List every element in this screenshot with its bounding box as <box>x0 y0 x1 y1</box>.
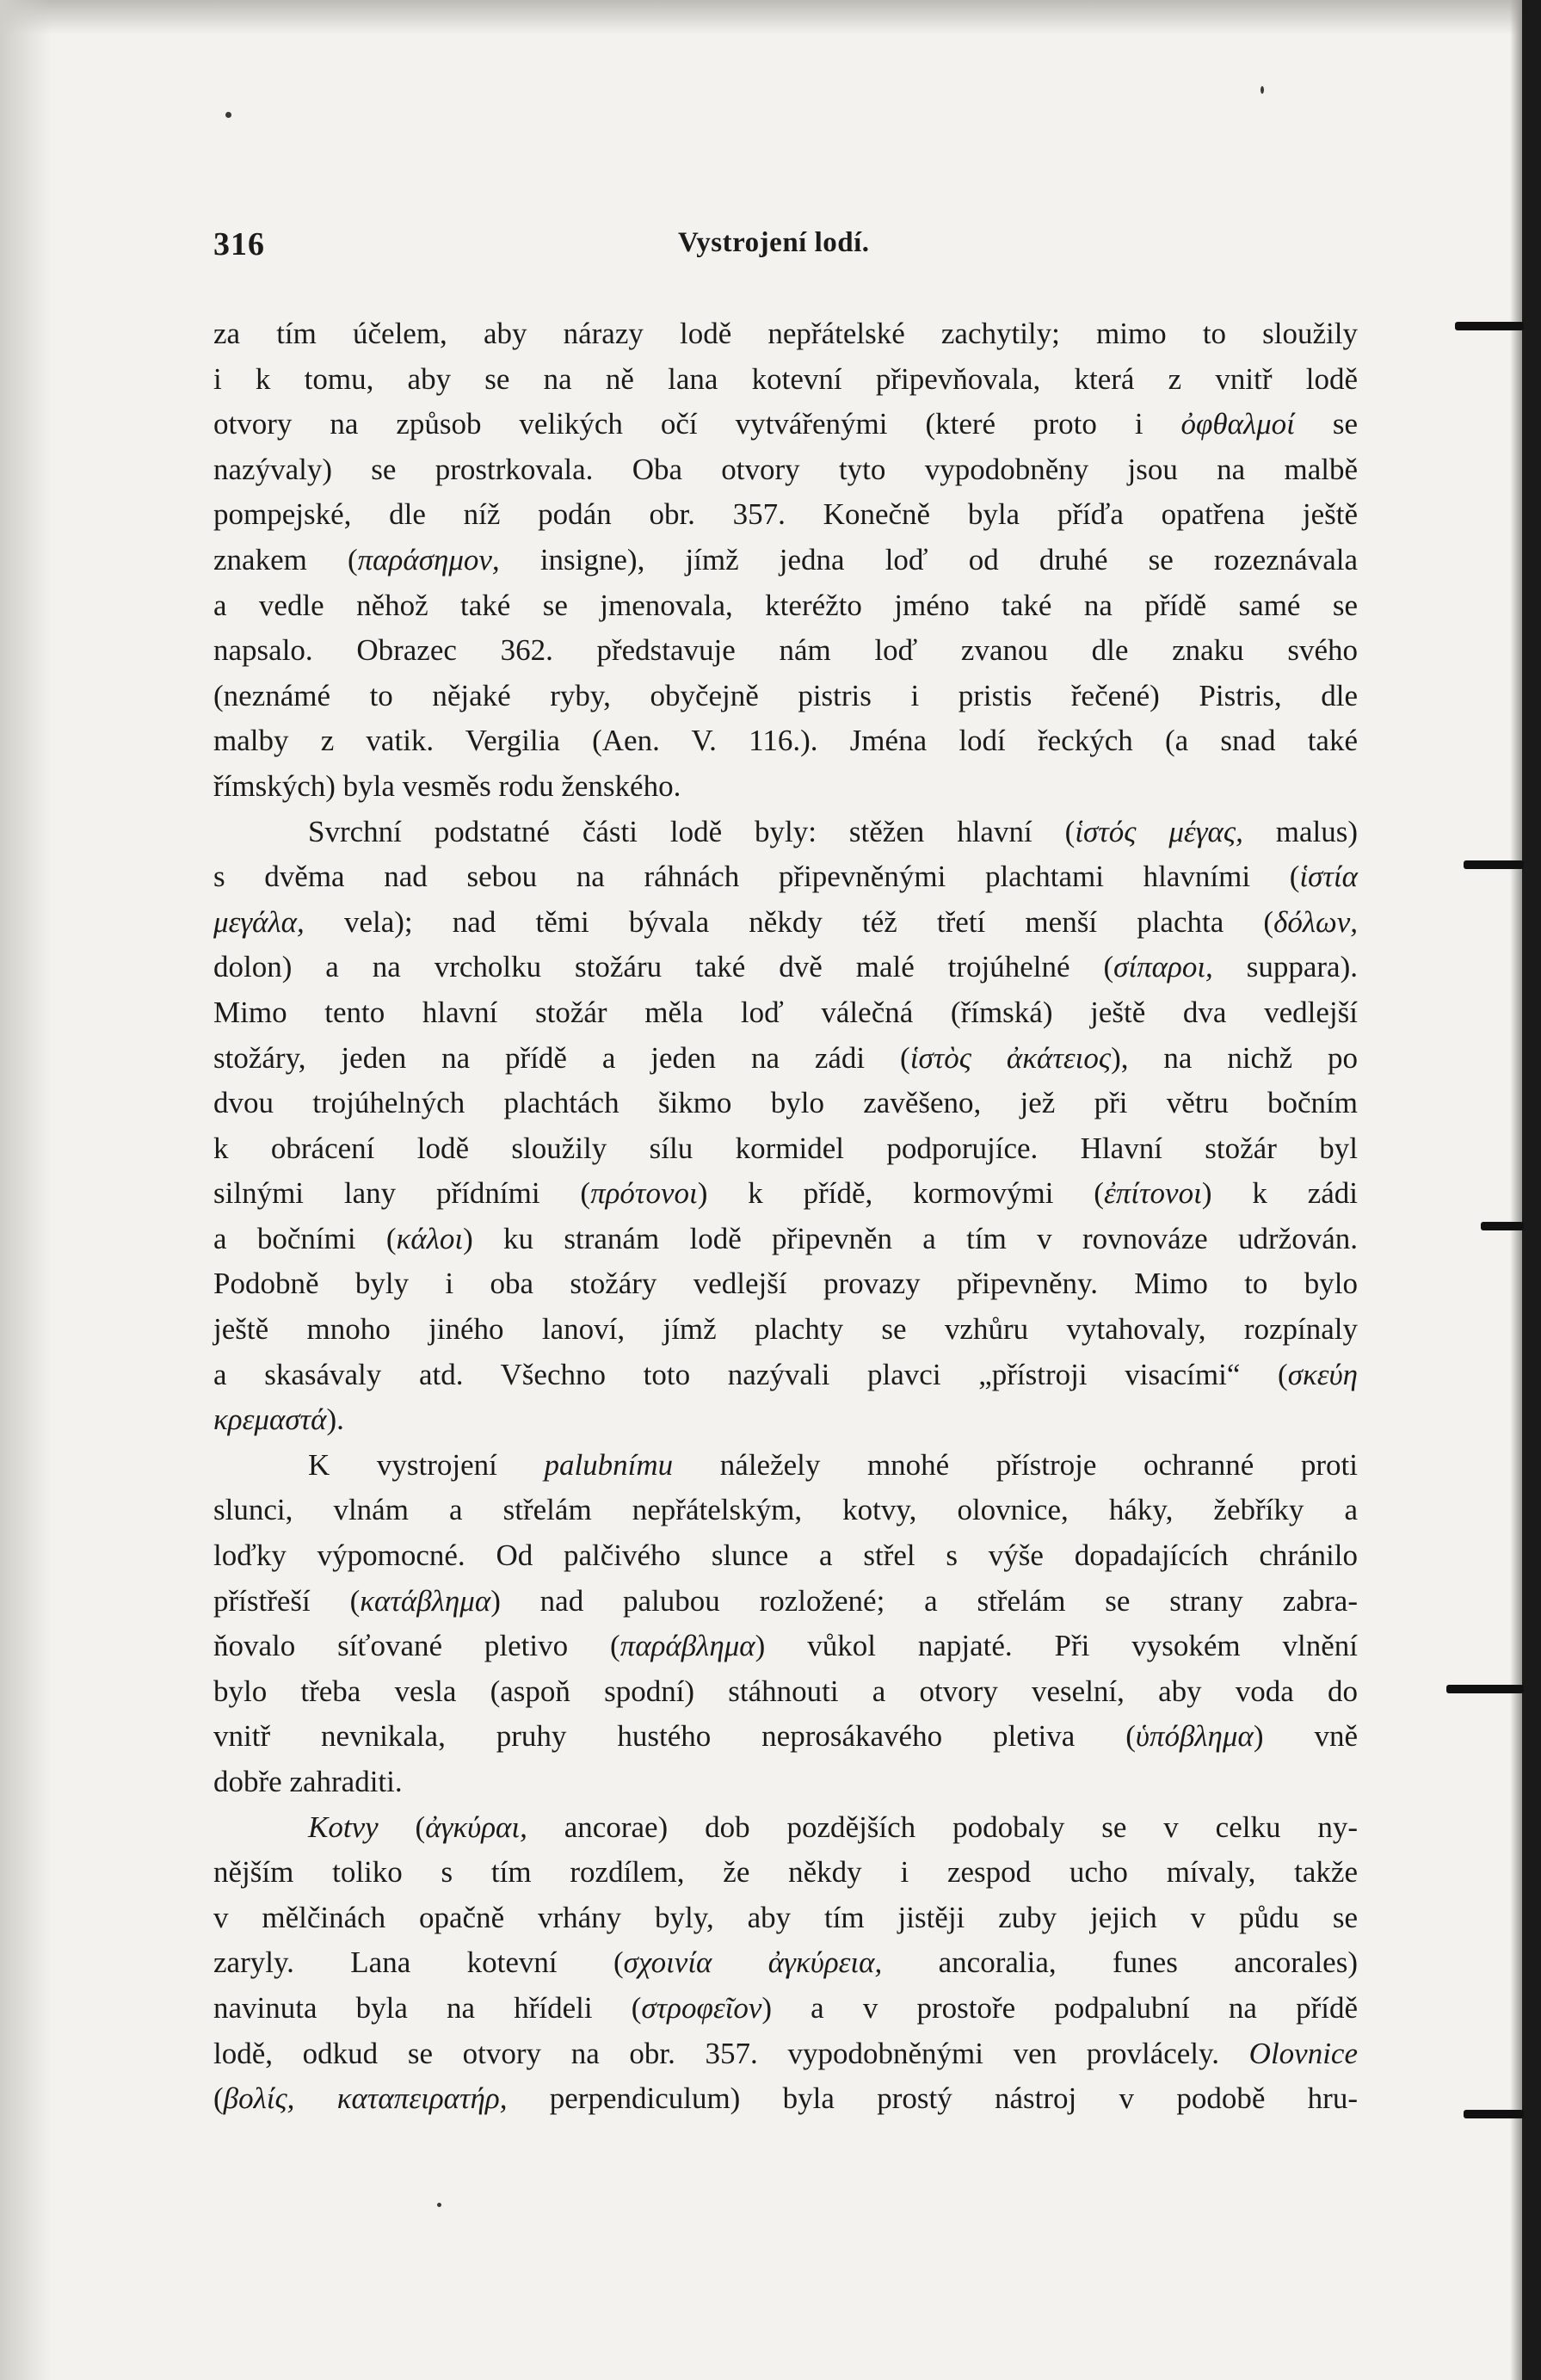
text-run: dolon) a na vrcholku stožáru také dvě malé trojúhelné ( <box>213 950 1114 984</box>
text-run: římských) byla vesměs rodu ženského. <box>213 768 681 803</box>
text-line <box>213 492 1358 538</box>
binding-thread <box>1464 860 1524 869</box>
text-line <box>213 1126 1358 1172</box>
text-line <box>213 1261 1358 1307</box>
italic-term: κατάβλημα <box>360 1583 491 1618</box>
text-line <box>213 357 1358 403</box>
text-line <box>213 1714 1358 1760</box>
text-run: silnými lany přídními ( <box>213 1176 591 1211</box>
text-run: a vedle něhož také se jmenovala, kteréžto jméno také na přídě samé se <box>213 588 1358 622</box>
text-run: ancoralia, funes ancorales) <box>882 1945 1358 1980</box>
text-line <box>213 1307 1358 1353</box>
text-line <box>213 1986 1358 2032</box>
text-run: s dvěma nad sebou na ráhnách připevněnými plachtami hlavními ( <box>213 860 1300 894</box>
italic-term: πρότονοι <box>590 1176 698 1211</box>
text-run: ancorae) dob pozdějších podobaly se v celku ny- <box>527 1810 1358 1844</box>
italic-term: στροφεῖον <box>641 1990 762 2025</box>
text-run: ( <box>378 1810 426 1844</box>
binding-thread <box>1464 2110 1524 2118</box>
text-run: ) nad palubou rozložené; a střelám se strany zabra- <box>490 1583 1358 1618</box>
text-run: náležely mnohé přístroje ochranné proti <box>673 1447 1358 1482</box>
text-run: slunci, vlnám a střelám nepřátelským, kotvy, olovnice, háky, žebříky a <box>213 1493 1358 1527</box>
text-run: ještě mnoho jiného lanoví, jímž plachty se vzhůru vytahovaly, rozpínaly <box>213 1312 1358 1347</box>
text-run: Mimo tento hlavní stožár měla loď válečná (římská) ještě dva vedlejší <box>213 995 1358 1029</box>
text-run: i k tomu, aby se na ně lana kotevní připevňovala, která z vnitř lodě <box>213 361 1358 396</box>
text-line <box>213 1036 1358 1082</box>
text-run: znakem ( <box>213 542 358 577</box>
text-line <box>213 2076 1358 2122</box>
text-run: otvory na způsob velikých očí vytvářenými (které proto i <box>213 407 1181 441</box>
binding-thread <box>1455 322 1524 330</box>
italic-term: δόλων, <box>1273 904 1358 939</box>
text-run: přístřeší ( <box>213 1583 361 1618</box>
text-run: ( <box>213 2081 224 2116</box>
text-run: navinuta byla na hřídeli ( <box>213 1990 642 2025</box>
italic-term: σίπαροι, <box>1113 950 1213 984</box>
italic-term: palubnímu <box>544 1447 674 1482</box>
text-line <box>213 1443 1358 1489</box>
italic-term: σχοινία ἀγκύρεια, <box>623 1945 883 1980</box>
italic-term: ὀφθαλμοί <box>1180 407 1295 441</box>
italic-term: κρεμαστά <box>213 1403 327 1437</box>
text-run: ) k zádi <box>1201 1176 1358 1211</box>
page-number: 316 <box>213 226 265 262</box>
italic-term: μεγάλα, <box>213 904 305 939</box>
text-run: malby z vatik. Vergilia (Aen. V. 116.). Jména lodí řeckých (a snad také <box>213 724 1358 758</box>
text-line <box>213 311 1358 357</box>
text-line <box>213 1850 1358 1896</box>
text-run: insigne), jímž jedna loď od druhé se rozeznávala <box>499 542 1359 577</box>
text-run: se <box>1294 407 1359 441</box>
text-line <box>213 447 1358 493</box>
scan-speck <box>1261 86 1264 94</box>
text-line <box>213 628 1358 674</box>
text-line <box>213 538 1358 583</box>
italic-term: ἱστός μέγας, <box>1075 814 1243 848</box>
text-line <box>213 1081 1358 1126</box>
italic-term: Kotvy <box>308 1810 379 1844</box>
text-run: nazývaly) se prostrkovala. Oba otvory tyto vypodobněny jsou na malbě <box>213 452 1358 486</box>
text-run: vnitř nevnikala, pruhy hustého neprosákavého pletiva ( <box>213 1719 1136 1754</box>
text-line <box>213 854 1358 900</box>
text-run: Svrchní podstatné části lodě byly: stěžen hlavní ( <box>308 814 1076 848</box>
text-run: pompejské, dle níž podán obr. 357. Konečně byla příďa opatřena ještě <box>213 497 1358 532</box>
text-line <box>213 1353 1358 1398</box>
running-title: Vystrojení lodí. <box>678 227 870 258</box>
text-run: ) a v prostoře podpalubní na přídě <box>761 1990 1358 2025</box>
text-run: stožáry, jeden na přídě a jeden na zádi ( <box>213 1040 910 1075</box>
italic-term: Olovnice <box>1248 2036 1358 2070</box>
text-run: dvou trojúhelných plachtách šikmo bylo zavěšeno, jež při větru bočním <box>213 1086 1358 1120</box>
text-run: loďky výpomocné. Od palčivého slunce a střel s výše dopadajících chránilo <box>213 1538 1358 1573</box>
text-run: Podobně byly i oba stožáry vedlejší provazy připevněny. Mimo to bylo <box>213 1267 1358 1301</box>
text-line <box>213 1896 1358 1941</box>
text-run: ), na nichž po <box>1111 1040 1359 1075</box>
text-line <box>213 2032 1358 2077</box>
text-line <box>213 764 1358 810</box>
text-line <box>213 718 1358 764</box>
text-run: k obrácení lodě sloužily sílu kormidel podporujíce. Hlavní stožár byl <box>213 1131 1358 1165</box>
page-left-shadow <box>0 0 52 2380</box>
italic-term: παράσημον, <box>357 542 500 577</box>
text-run: dobře zahraditi. <box>213 1765 403 1798</box>
italic-term: ἱστία <box>1299 860 1358 894</box>
text-run: (neznámé to nějaké ryby, obyčejně pistris i pristis řečené) Pistris, dle <box>213 678 1358 712</box>
text-run: ňovalo síťované pletivo ( <box>213 1629 620 1663</box>
text-run: napsalo. Obrazec 362. představuje nám loď zvanou dle znaku svého <box>213 633 1358 668</box>
text-line <box>213 1488 1358 1533</box>
italic-term: ἐπίτονοι <box>1103 1176 1202 1211</box>
binding-gutter-shadow <box>1510 0 1522 2380</box>
binding-thread <box>1446 1685 1524 1693</box>
italic-term: κάλοι <box>396 1221 464 1255</box>
body-text <box>213 311 1358 2122</box>
text-line <box>213 900 1358 946</box>
text-run: za tím účelem, aby nárazy lodě nepřátelské zachytily; mimo to sloužily <box>213 317 1358 350</box>
text-line <box>213 1624 1358 1669</box>
text-line <box>213 1533 1358 1579</box>
text-line <box>213 402 1358 447</box>
running-head <box>213 225 1358 268</box>
text-line <box>213 810 1358 855</box>
text-run: vela); nad těmi bývala někdy též třetí menší plachta ( <box>304 904 1274 939</box>
text-line <box>213 1579 1358 1625</box>
text-run: v mělčinách opačně vrhány byly, aby tím jistěji zuby jejich v půdu se <box>213 1900 1358 1934</box>
text-line <box>213 583 1358 629</box>
italic-term: ὑπόβλημα <box>1135 1719 1254 1754</box>
text-run: zaryly. Lana kotevní ( <box>213 1945 624 1980</box>
italic-term: ἀγκύραι, <box>425 1810 527 1844</box>
italic-term: σκεύη <box>1287 1357 1358 1391</box>
text-line <box>213 990 1358 1036</box>
text-run: malus) <box>1242 814 1358 848</box>
scan-speck <box>225 112 231 118</box>
text-run: ). <box>326 1403 344 1437</box>
text-line <box>213 1760 1358 1805</box>
text-line <box>213 1805 1358 1851</box>
text-run: perpendiculum) byla prostý nástroj v podobě hru- <box>507 2081 1358 2116</box>
text-line <box>213 1940 1358 1986</box>
italic-term: βολίς, καταπειρατήρ, <box>223 2081 508 2116</box>
text-line <box>213 674 1358 719</box>
italic-term: παράβλημα <box>619 1629 755 1663</box>
text-run: ) k přídě, kormovými ( <box>697 1176 1104 1211</box>
text-line <box>213 1669 1358 1715</box>
text-run: a skasávaly atd. Všechno toto nazývali plavci „přístroji visacími“ ( <box>213 1357 1288 1391</box>
text-run: ) vně <box>1253 1719 1358 1754</box>
text-run: ) vůkol napjaté. Při vysokém vlnění <box>755 1629 1358 1663</box>
page-top-shadow <box>0 0 1541 34</box>
text-line <box>213 945 1358 990</box>
binding-edge <box>1522 0 1541 2380</box>
text-line <box>213 1217 1358 1262</box>
text-line <box>213 1397 1358 1443</box>
text-run: a bočními ( <box>213 1221 397 1255</box>
scan-speck <box>437 2203 441 2207</box>
text-run: ) ku stranám lodě připevněn a tím v rovnováze udržován. <box>463 1221 1358 1255</box>
text-line <box>213 1171 1358 1217</box>
text-run: nějším toliko s tím rozdílem, že někdy i zespod ucho mívaly, takže <box>213 1855 1358 1890</box>
text-run: lodě, odkud se otvory na obr. 357. vypodobněnými ven provlácely. <box>213 2036 1249 2070</box>
text-run: K vystrojení <box>308 1447 545 1482</box>
text-run: suppara). <box>1212 950 1358 984</box>
italic-term: ἱστὸς ἀκάτειος <box>909 1040 1112 1075</box>
binding-thread <box>1481 1222 1524 1230</box>
text-run: bylo třeba vesla (aspoň spodní) stáhnouti a otvory veselní, aby voda do <box>213 1674 1358 1708</box>
